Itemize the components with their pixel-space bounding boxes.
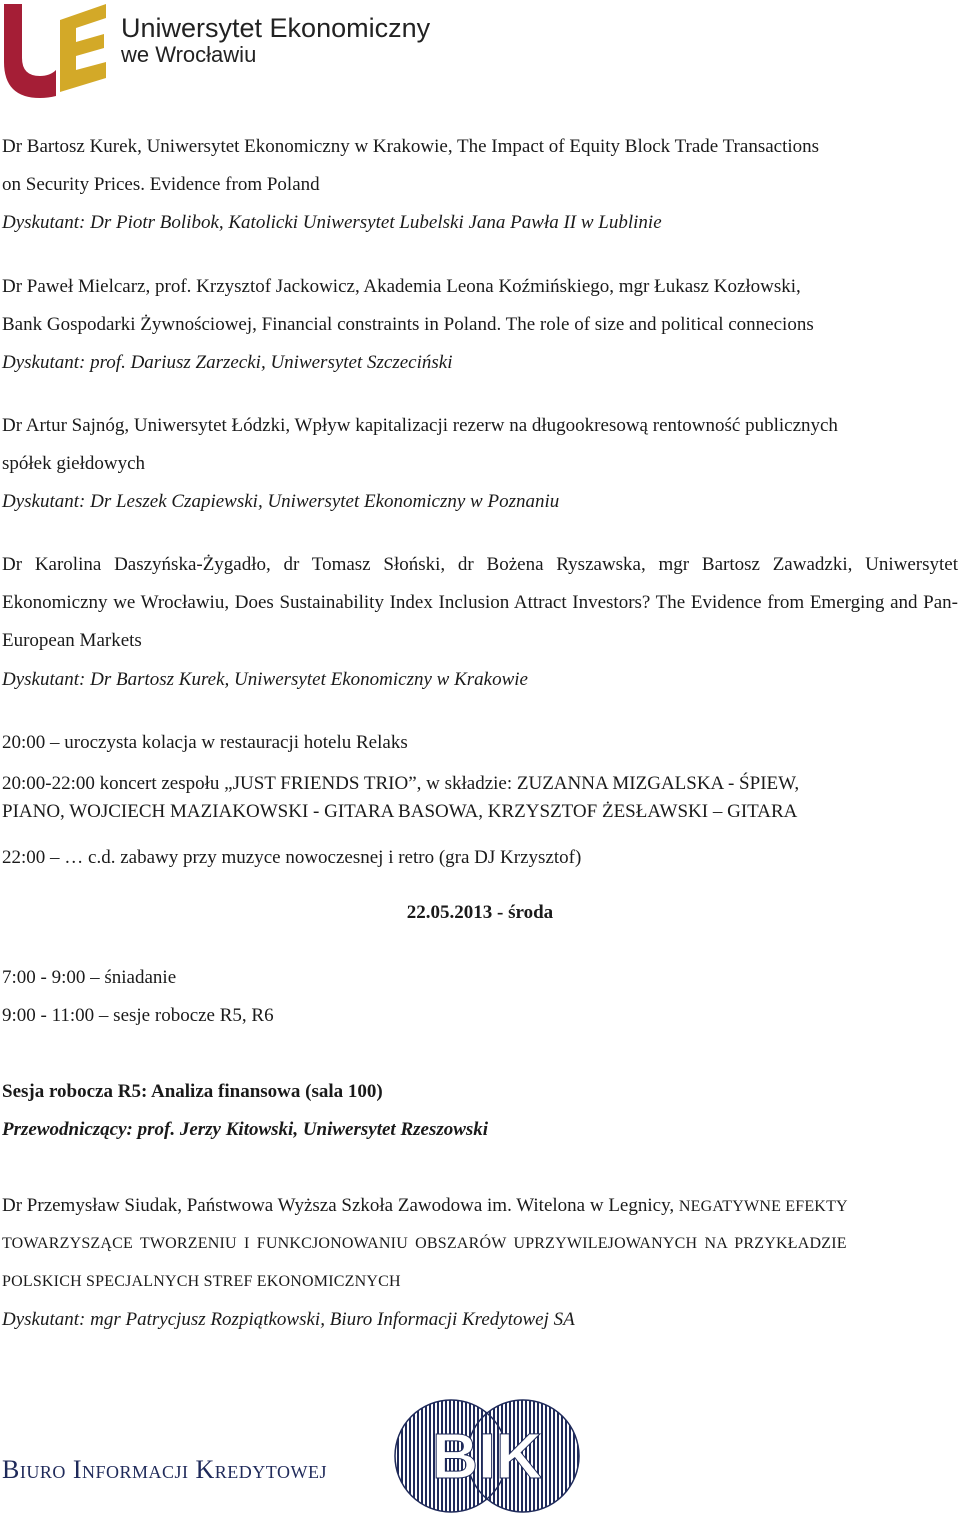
bik-logo-mark [393, 1396, 583, 1516]
paper5-title-part1: NEGATYWNE EFEKTY [678, 1198, 848, 1215]
paper3-line1: Dr Artur Sajnóg, Uniwersytet Łódzki, Wpływ kapitalizacji rezerw na długookresową rentowność publicznych [2, 415, 838, 436]
paper3-line2: spółek giełdowych [2, 453, 146, 474]
session-r5-title: Sesja robocza R5: Analiza finansowa (sala 100) [2, 1081, 383, 1102]
session-r5-chair: Przewodniczący: prof. Jerzy Kitowski, Uniwersytet Rzeszowski [2, 1119, 489, 1140]
ue-logo-name: Uniwersytet Ekonomiczny [121, 13, 431, 43]
ue-logo [0, 0, 430, 100]
paper1-discussant: Dyskutant: Dr Piotr Bolibok, Katolicki Uniwersytet Lubelski Jana Pawła II w Lublinie [2, 212, 662, 233]
paper2-line1: Dr Paweł Mielcarz, prof. Krzysztof Jackowicz, Akademia Leona Koźmińskiego, mgr Łukasz Kozłowski, [2, 276, 801, 297]
bik-logo-name: Biuro Informacji Kredytowej [2, 1455, 327, 1484]
evening-concert-line2: PIANO, WOJCIECH MAZIAKOWSKI - GITARA BASOWA, KRZYSZTOF ŻESŁAWSKI – GITARA [2, 801, 798, 822]
paper5-line1 [2, 1187, 958, 1226]
paper2-line2: Bank Gospodarki Żywnościowej, Financial constraints in Poland. The role of size and political connecions [2, 314, 814, 335]
paper5-title-part3: POLSKICH SPECJALNYCH STREF EKONOMICZNYCH [2, 1273, 401, 1290]
paper5-discussant: Dyskutant: mgr Patrycjusz Rozpiątkowski, Biuro Informacji Kredytowej SA [2, 1309, 575, 1330]
day-sessions: 9:00 - 11:00 – sesje robocze R5, R6 [2, 1005, 274, 1026]
ue-logo-mark [0, 0, 112, 100]
paper2-discussant: Dyskutant: prof. Dariusz Zarzecki, Uniwersytet Szczeciński [2, 352, 453, 373]
paper4-text: Dr Karolina Daszyńska-Żygadło, dr Tomasz Słoński, dr Bożena Ryszawska, mgr Bartosz Zawadzki, Uniwersytet Ekonomiczny we Wrocławiu, Does Sustainability Index Inclusion Attract Investors? The Evidence from Emerging and Pan-European Markets [2, 554, 958, 651]
paper5-authors: Dr Przemysław Siudak, Państwowa Wyższa Szkoła Zawodowa im. Witelona w Legnicy, [2, 1195, 679, 1216]
paper5-title-part2: TOWARZYSZĄCE TWORZENIU I FUNKCJONOWANIU OBSZARÓW UPRZYWILEJOWANYCH NA PRZYKŁADZIE [2, 1235, 847, 1252]
paper1-line1: Dr Bartosz Kurek, Uniwersytet Ekonomiczny w Krakowie, The Impact of Equity Block Trade Transactions [2, 136, 820, 157]
paper3-discussant: Dyskutant: Dr Leszek Czapiewski, Uniwersytet Ekonomiczny w Poznaniu [2, 491, 560, 512]
evening-dinner: 20:00 – uroczysta kolacja w restauracji hotelu Relaks [2, 732, 408, 753]
paper4-discussant: Dyskutant: Dr Bartosz Kurek, Uniwersytet Ekonomiczny w Krakowie [2, 669, 528, 690]
evening-concert-line1: 20:00-22:00 koncert zespołu „JUST FRIENDS TRIO”, w składzie: ZUZANNA MIZGALSKA - ŚPIEW, [2, 773, 800, 794]
evening-party: 22:00 – … c.d. zabawy przy muzyce nowoczesnej i retro (gra DJ Krzysztof) [2, 847, 582, 868]
day-breakfast: 7:00 - 9:00 – śniadanie [2, 967, 177, 988]
paper1-line2: on Security Prices. Evidence from Poland [2, 174, 320, 195]
day-date: 22.05.2013 - środa [406, 902, 554, 923]
bik-logo-letters: BIK [431, 1420, 543, 1492]
ue-logo-subtitle: we Wrocławiu [121, 42, 257, 67]
